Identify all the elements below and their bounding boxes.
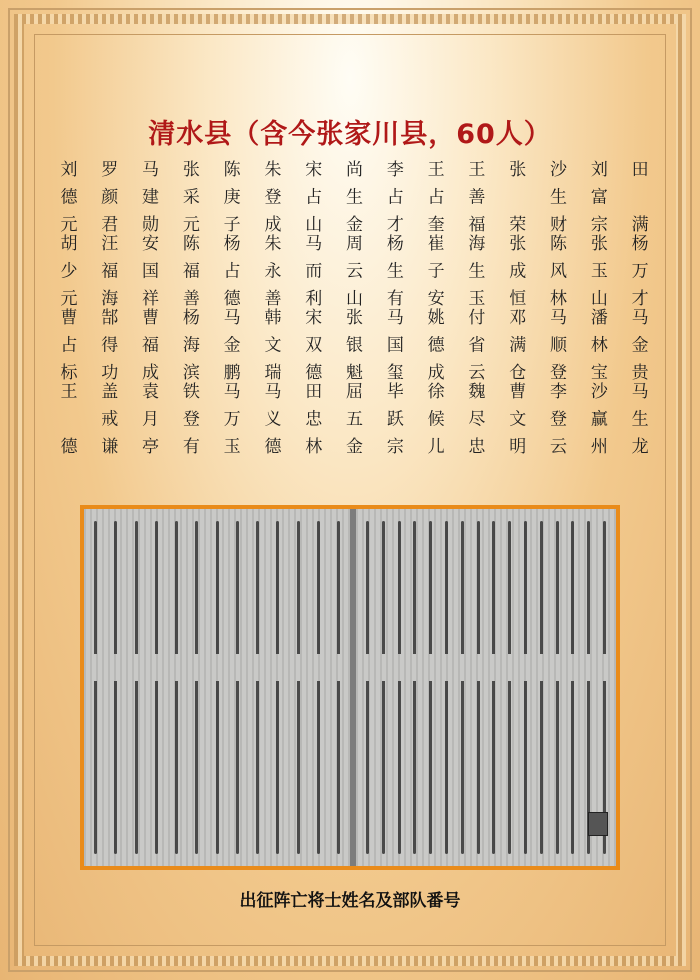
handwriting-stroke (429, 521, 432, 854)
soldier-name: 姚德成 (423, 308, 444, 382)
handwriting-stroke (155, 521, 158, 854)
handwriting-stroke (175, 521, 178, 854)
soldier-name: 杨占德 (219, 234, 240, 308)
soldier-name: 刘德元 (56, 160, 77, 234)
soldier-name: 马生龙 (627, 382, 648, 456)
soldier-name: 曹文明 (505, 382, 526, 456)
soldier-name: 盖戒谦 (97, 382, 118, 456)
handwriting-stroke (477, 521, 480, 854)
soldier-name: 朱登成 (260, 160, 281, 234)
soldier-name: 屈五金 (342, 382, 363, 456)
soldier-name: 尚生金 (342, 160, 363, 234)
soldier-name: 王善福 (464, 160, 485, 234)
handwriting-stroke (398, 521, 401, 854)
soldier-name: 王 德 (56, 382, 77, 456)
soldier-name: 潘林宝 (586, 308, 607, 382)
soldier-name: 张采元 (178, 160, 199, 234)
soldier-name: 汪福海 (97, 234, 118, 308)
archive-document-photo (80, 505, 620, 870)
soldier-name: 徐候儿 (423, 382, 444, 456)
name-column (576, 160, 617, 470)
name-column (372, 160, 413, 470)
soldier-name: 周云山 (342, 234, 363, 308)
soldier-name: 马义德 (260, 382, 281, 456)
handwriting-stroke (317, 521, 320, 854)
soldier-name: 马而利 (301, 234, 322, 308)
soldier-name: 杨海滨 (178, 308, 199, 382)
soldier-name: 张玉山 (586, 234, 607, 308)
soldier-name: 马顺登 (546, 308, 567, 382)
handwriting-stroke (366, 521, 369, 854)
document-right-page (356, 509, 616, 866)
name-column (413, 160, 454, 470)
handwriting-stroke (556, 521, 559, 854)
handwriting-stroke (216, 521, 219, 854)
name-column (128, 160, 169, 470)
soldier-name: 张银魁 (342, 308, 363, 382)
handwriting-stroke (413, 521, 416, 854)
handwriting-stroke (114, 521, 117, 854)
soldier-name: 安国祥 (138, 234, 159, 308)
soldier-name: 曹福成 (138, 308, 159, 382)
name-column (495, 160, 536, 470)
soldier-name: 马金贵 (627, 308, 648, 382)
handwriting-stroke (276, 521, 279, 854)
soldier-name: 曹占标 (56, 308, 77, 382)
soldier-name: 陈庚子 (219, 160, 240, 234)
handwriting-stroke (540, 521, 543, 854)
soldier-name: 郜得功 (97, 308, 118, 382)
soldier-name: 张 荣 (505, 160, 526, 234)
soldier-name: 邓满仓 (505, 308, 526, 382)
handwriting-stroke (587, 521, 590, 854)
soldier-name: 铁登有 (178, 382, 199, 456)
soldier-name: 刘富宗 (586, 160, 607, 234)
page-title: 清水县（含今张家川县，60人） (148, 119, 552, 150)
soldier-name: 沙赢州 (586, 382, 607, 456)
soldier-name: 杨万才 (627, 234, 648, 308)
handwriting-stroke (135, 521, 138, 854)
soldier-name: 沙生财 (546, 160, 567, 234)
handwriting-stroke (524, 521, 527, 854)
name-column (250, 160, 291, 470)
soldier-name: 毕跃宗 (382, 382, 403, 456)
soldier-name: 朱永善 (260, 234, 281, 308)
handwriting-stroke (337, 521, 340, 854)
handwriting-stroke (461, 521, 464, 854)
name-column (454, 160, 495, 470)
document-caption: 出征阵亡将士姓名及部队番号 (239, 891, 461, 911)
soldier-name: 王占奎 (423, 160, 444, 234)
document-left-page (84, 509, 350, 866)
handwriting-stroke (508, 521, 511, 854)
seal-stamp (588, 812, 608, 836)
soldier-name: 韩文瑞 (260, 308, 281, 382)
name-column (87, 160, 128, 470)
handwriting-stroke (603, 521, 606, 854)
soldier-name: 付省云 (464, 308, 485, 382)
soldier-name: 田忠林 (301, 382, 322, 456)
soldier-name: 田 满 (627, 160, 648, 234)
names-grid (46, 160, 658, 470)
soldier-name: 袁月亭 (138, 382, 159, 456)
name-column (536, 160, 577, 470)
soldier-name: 胡少元 (56, 234, 77, 308)
soldier-name: 崔子安 (423, 234, 444, 308)
name-column (291, 160, 332, 470)
handwriting-stroke (94, 521, 97, 854)
soldier-name: 陈风林 (546, 234, 567, 308)
soldier-name: 陈福善 (178, 234, 199, 308)
soldier-name: 魏尽忠 (464, 382, 485, 456)
soldier-name: 马金鹏 (219, 308, 240, 382)
soldier-name: 宋双德 (301, 308, 322, 382)
name-column (168, 160, 209, 470)
soldier-name: 马建勋 (138, 160, 159, 234)
soldier-name: 宋占山 (301, 160, 322, 234)
soldier-name: 李占才 (382, 160, 403, 234)
name-column (209, 160, 250, 470)
name-column (617, 160, 658, 470)
soldier-name: 李登云 (546, 382, 567, 456)
soldier-name: 张成恒 (505, 234, 526, 308)
soldier-name: 马万玉 (219, 382, 240, 456)
soldier-name: 罗颜君 (97, 160, 118, 234)
handwriting-stroke (236, 521, 239, 854)
soldier-name: 马国玺 (382, 308, 403, 382)
name-column (332, 160, 373, 470)
name-column (46, 160, 87, 470)
handwriting-stroke (571, 521, 574, 854)
soldier-name: 海生玉 (464, 234, 485, 308)
handwriting-stroke (492, 521, 495, 854)
handwriting-stroke (195, 521, 198, 854)
soldier-name: 杨生有 (382, 234, 403, 308)
handwriting-stroke (445, 521, 448, 854)
handwriting-stroke (382, 521, 385, 854)
handwriting-stroke (256, 521, 259, 854)
handwriting-stroke (297, 521, 300, 854)
